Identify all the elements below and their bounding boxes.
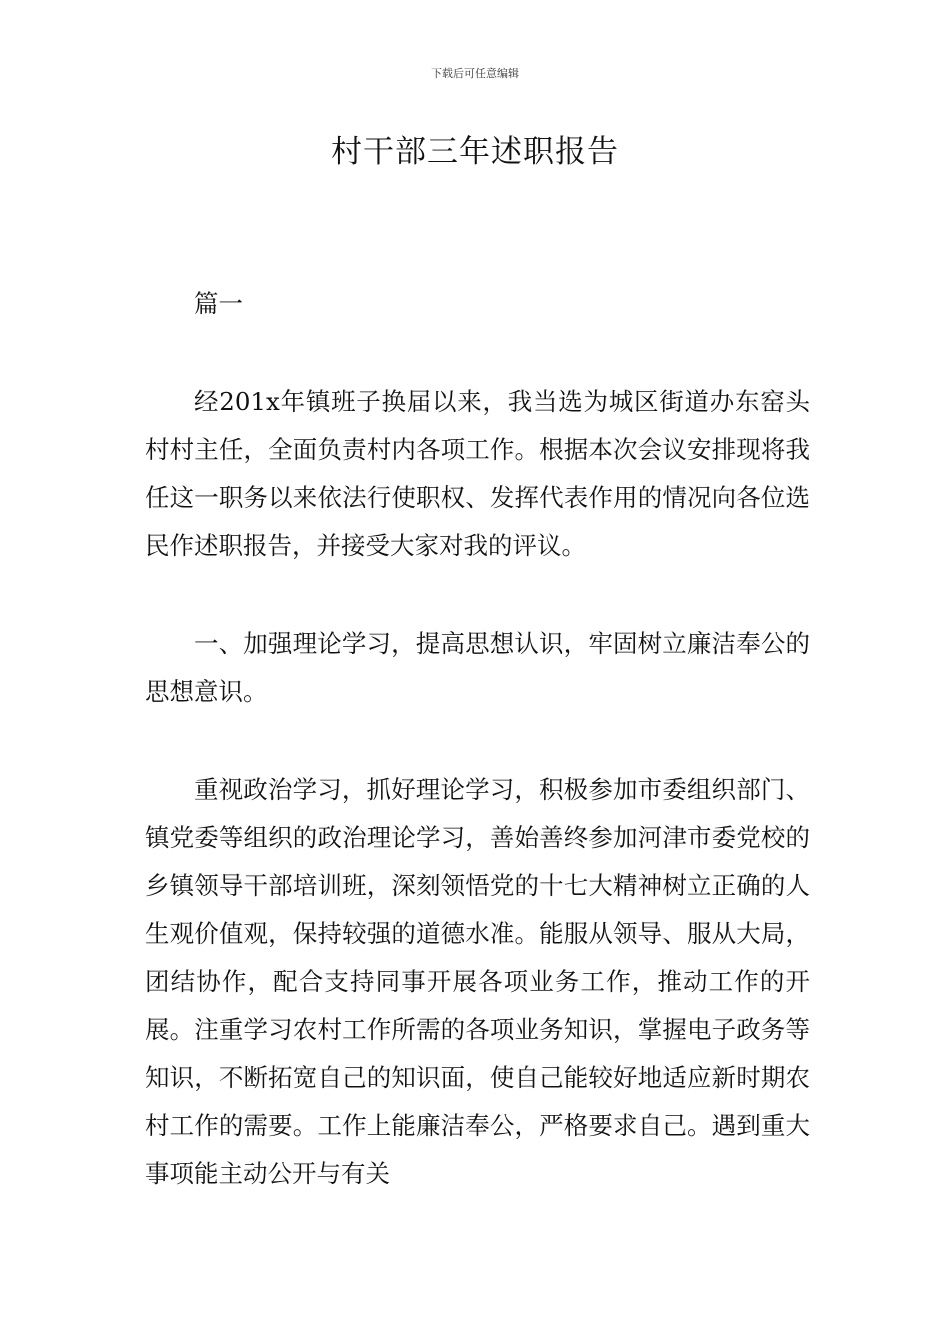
section-heading: 一、加强理论学习，提高思想认识，牢固树立廉洁奉公的思想意识。 — [145, 629, 810, 706]
section-label: 篇一 — [194, 289, 243, 318]
header-note: 下载后可任意编辑 — [431, 67, 519, 80]
body-paragraph: 重视政治学习，抓好理论学习，积极参加市委组织部门、镇党委等组织的政治理论学习，善始善终参加河津市委党校的乡镇领导干部培训班，深刻领悟党的十七大精神树立正确的人生观价值观，保持较强的道德水准。能服从领导、服从大局，团结协作，配合支持同事开展各项业务工作，推动工作的开展。注重学习农村工作所需的各项业务知识，掌握电子政务等知识，不断拓宽自己的知识面，使自己能较好地适应新时期农村工作的需要。工作上能廉洁奉公，严格要求自己。遇到重大事项能主动公开与有关 — [145, 775, 810, 1188]
intro-paragraph: 经201x年镇班子换届以来，我当选为城区街道办东窑头村村主任，全面负责村内各项工作。根据本次会议安排现将我任这一职务以来依法行使职权、发挥代表作用的情况向各位选民作述职报告，并接受大家对我的评议。 — [145, 387, 810, 560]
document-body — [145, 280, 810, 1198]
document-title: 村干部三年述职报告 — [331, 134, 619, 170]
